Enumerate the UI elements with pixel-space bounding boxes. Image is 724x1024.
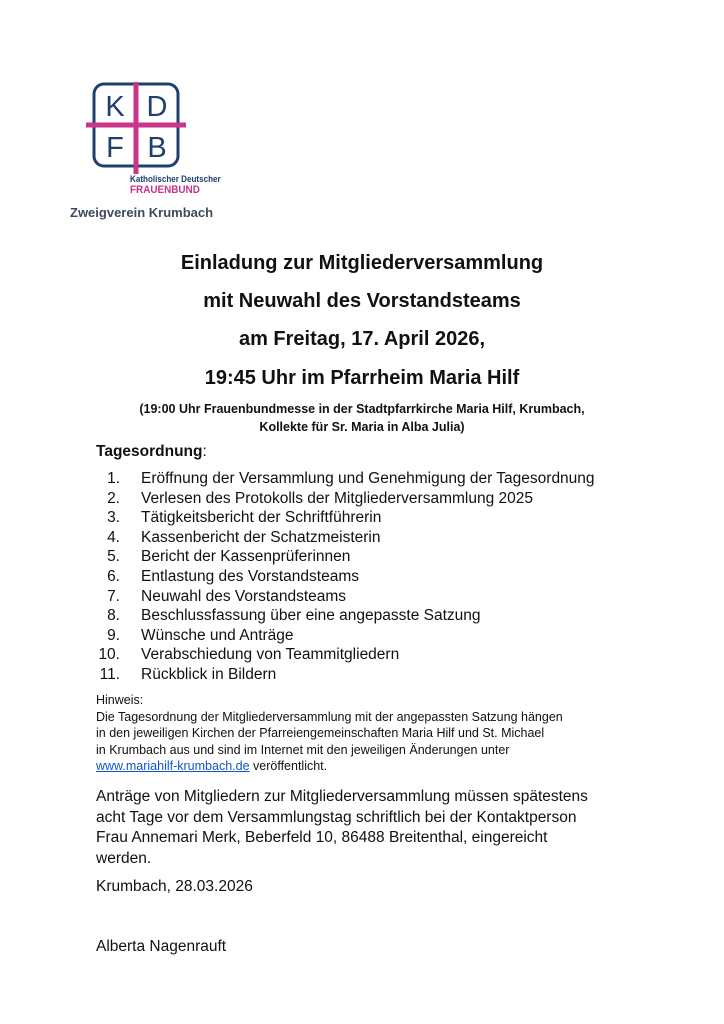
agenda-heading: [96, 443, 207, 461]
logo-letter-f: F: [106, 132, 124, 164]
agenda-item-text: Kassenbericht der Schatzmeisterin: [141, 528, 381, 546]
hint-line-4: [96, 758, 563, 775]
applications-paragraph: [96, 787, 588, 869]
agenda-item-text: Wünsche und Anträge: [141, 626, 294, 644]
agenda-item-text: Neuwahl des Vorstandsteams: [141, 587, 347, 605]
agenda-item-number: 10.: [98, 646, 120, 664]
agenda-item-number: 4.: [107, 528, 120, 546]
applications-line-1: Anträge von Mitgliedern zur Mitgliederversammlung müssen spätestens: [96, 788, 588, 805]
hint-line-4-suffix: veröffentlicht.: [249, 759, 328, 773]
agenda-item-number: 7.: [107, 587, 120, 605]
hint-label: Hinweis:: [96, 693, 144, 707]
kdfb-logo: [86, 82, 221, 200]
website-link[interactable]: www.mariahilf-krumbach.de: [96, 759, 250, 773]
title-line-3: am Freitag, 17. April 2026,: [238, 328, 486, 350]
agenda-item-number: 11.: [99, 665, 120, 683]
hint-block: [96, 692, 563, 775]
title-line-1: Einladung zur Mitgliederversammlung: [180, 252, 544, 274]
applications-line-2: acht Tage vor dem Versammlungstag schriftlich bei der Kontaktperson: [96, 808, 577, 826]
applications-line-4: werden.: [96, 849, 152, 867]
agenda-item-text: Beschlussfassung über eine angepasste Satzung: [141, 607, 481, 625]
agenda-item-text: Verabschiedung von Teammitgliedern: [141, 646, 400, 664]
agenda-item-text: Eröffnung der Versammlung und Genehmigung der Tagesordnung: [141, 470, 595, 487]
place-and-date: Krumbach, 28.03.2026: [96, 878, 253, 895]
agenda-item-number: 6.: [107, 567, 120, 585]
logo-org-name-line2: FRAUENBUND: [130, 184, 200, 196]
hint-line-3: in Krumbach aus und sind im Internet mit den jeweiligen Änderungen unter: [96, 742, 510, 757]
agenda-item-number: 1.: [107, 470, 120, 487]
agenda-item-text: Rückblick in Bildern: [141, 665, 277, 683]
agenda-item-number: 9.: [107, 626, 120, 644]
agenda-item-number: 5.: [107, 548, 120, 566]
agenda-item-text: Entlastung des Vorstandsteams: [141, 567, 359, 585]
logo-letter-k: K: [105, 91, 125, 123]
agenda-item-text: Bericht der Kassenprüferinnen: [141, 548, 351, 566]
agenda-item-text: Tätigkeitsbericht der Schriftführerin: [141, 509, 382, 527]
kdfb-logo-mark: [86, 82, 186, 174]
logo-org-name-line1: Katholischer Deutscher: [130, 174, 221, 185]
hint-line-2: in den jeweiligen Kirchen der Pfarreiengemeinschaften Maria Hilf und St. Michael: [96, 726, 545, 740]
logo-letter-d: D: [146, 91, 168, 123]
mass-note-line-1: (19:00 Uhr Frauenbundmesse in der Stadtpfarrkirche Maria Hilf, Krumbach,: [139, 402, 585, 416]
mass-note-line-2: Kollekte für Sr. Maria in Alba Julia): [259, 420, 465, 434]
agenda-item-number: 8.: [107, 607, 120, 625]
agenda-heading-label: Tagesordnung: [96, 443, 203, 460]
agenda-item-number: 3.: [107, 509, 120, 527]
logo-letter-b: B: [147, 132, 167, 164]
branch-name: Zweigverein Krumbach: [70, 205, 214, 220]
agenda-item-text: Verlesen des Protokolls der Mitgliederversammlung 2025: [141, 489, 534, 507]
signature-name: Alberta Nagenrauft: [96, 938, 227, 955]
title-line-4: 19:45 Uhr im Pfarrheim Maria Hilf: [204, 367, 520, 389]
title-line-2: mit Neuwahl des Vorstandsteams: [203, 290, 521, 312]
applications-line-3: Frau Annemari Merk, Beberfeld 10, 86488 Breitenthal, eingereicht: [96, 829, 548, 847]
agenda-item-number: 2.: [107, 489, 120, 507]
agenda-heading-colon: :: [202, 443, 207, 460]
hint-line-1: Die Tagesordnung der Mitgliederversammlung mit der angepassten Satzung hängen: [96, 709, 563, 724]
